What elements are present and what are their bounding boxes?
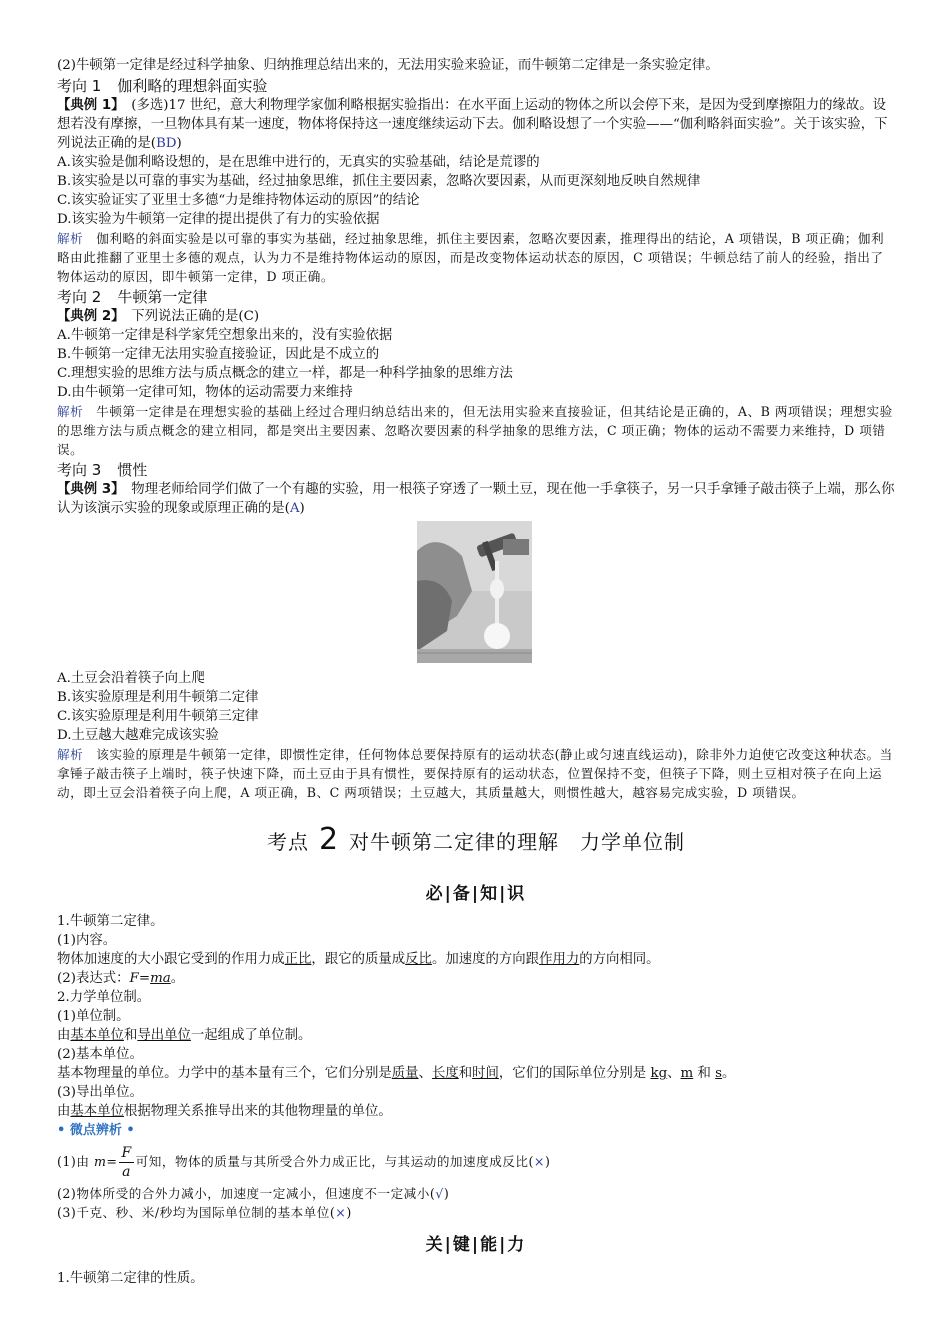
fraction-f-over-a <box>119 1144 133 1181</box>
intro-line: (2)牛顿第一定律是经过科学抽象、归纳推理总结出来的，无法用实验来验证，而牛顿第二定律是一条实验定律。 <box>57 58 719 73</box>
text: ，跟它的质量成 <box>311 952 406 967</box>
kaodian-number: 2 <box>318 822 340 857</box>
fraction-denominator: a <box>122 1164 131 1180</box>
blank-answer: m <box>680 1066 694 1081</box>
text: 物体加速度的大小跟它受到的作用力成 <box>57 952 285 967</box>
judgement-mark: × <box>335 1205 347 1220</box>
text: (3)千克、秒、米/秒均为国际单位制的基本单位( <box>57 1205 336 1220</box>
text: = <box>138 971 151 986</box>
example-3-stem-close: ) <box>299 501 305 516</box>
document-page <box>57 56 895 1288</box>
knowledge-line: 2.力学单位制。 <box>57 990 151 1005</box>
example-1-analysis <box>57 229 895 286</box>
judgement-mark: √ <box>435 1186 444 1201</box>
example-2-analysis <box>57 402 895 459</box>
blank-answer: 基本单位 <box>70 1104 124 1119</box>
analysis-label: 解析 <box>57 404 84 419</box>
example-1-answer: BD <box>155 136 177 151</box>
text: ，它们的国际单位分别是 <box>498 1066 651 1081</box>
direction-1-title: 伽利略的理想斜面实验 <box>117 77 268 95</box>
text: 。 <box>722 1066 736 1081</box>
section-key-ability-title: 关|键|能|力 <box>425 1235 527 1255</box>
example-3-option-d: D.土豆越大越难完成该实验 <box>57 728 219 743</box>
fraction-numerator: F <box>121 1145 132 1161</box>
judgement-mark: × <box>533 1154 545 1169</box>
blank-answer: 质量 <box>391 1066 419 1081</box>
example-2-tag: 【典例 2】 <box>57 309 118 324</box>
blank-answer: 长度 <box>431 1066 459 1081</box>
example-2-option-c: C.理想实验的思维方法与质点概念的建立一样，都是一种科学抽象的思维方法 <box>57 366 513 381</box>
text: (2)物体所受的合外力减小，加速度一定减小，但速度不一定减小( <box>57 1186 436 1201</box>
text: 和 <box>693 1066 716 1081</box>
knowledge-line: (3)导出单位。 <box>57 1085 143 1100</box>
direction-1-heading <box>57 76 895 96</box>
knowledge-line <box>57 1026 895 1045</box>
knowledge-line: (1)单位制。 <box>57 1009 130 1024</box>
micro-analysis-title: • 微点辨析 • <box>57 1123 135 1138</box>
formula-var: F <box>129 971 139 986</box>
direction-3-heading <box>57 460 895 480</box>
example-2-analysis-text: 牛顿第一定律是在理想实验的基础上经过合理归纳总结出来的，但无法用实验来直接验证，但其结论是正确的，A、B 两项错误；理想实验的思维方法与质点概念的建立相同，都是突出主要因素、忽略次要因素的科学抽象的思维方法，C 项正确；物体的运动不需要力来维持，D 项错误。 <box>57 404 893 457</box>
knowledge-line <box>57 1064 895 1083</box>
example-1-option-b: B.该实验是以可靠的事实为基础，经过抽象思维，抓住主要因素，忽略次要因素，从而更深刻地反映自然规律 <box>57 174 701 189</box>
example-3-answer: A <box>289 501 300 516</box>
text: 、 <box>667 1066 681 1081</box>
blank-answer: kg <box>650 1066 668 1081</box>
kaodian-prefix: 考点 <box>266 830 309 854</box>
example-3-tag: 【典例 3】 <box>57 482 118 497</box>
example-2-answer: C <box>243 309 254 324</box>
analysis-label: 解析 <box>57 747 84 762</box>
direction-2-heading <box>57 287 895 307</box>
direction-2-title: 牛顿第一定律 <box>117 288 208 306</box>
knowledge-line: (2)基本单位。 <box>57 1047 143 1062</box>
example-3-option-a: A.土豆会沿着筷子向上爬 <box>57 671 205 686</box>
example-1-stem-text: (多选)17 世纪，意大利物理学家伽利略根据实验指出：在水平面上运动的物体之所以会停下来，是因为受到摩擦阻力的缘故。设想若没有摩擦，一旦物体具有某一速度，物体将保持这一速度继续运动下去。伽利略设想了一个实验——“伽利略斜面实验”。关于该实验，下列说法正确的是( <box>57 98 888 151</box>
example-2-stem <box>57 307 895 326</box>
text: 和 <box>123 1028 138 1043</box>
last-line: 1.牛顿第二定律的性质。 <box>57 1271 204 1286</box>
blank-answer: 作用力 <box>539 952 580 967</box>
text: 。 <box>170 971 185 986</box>
knowledge-line <box>57 950 895 969</box>
text: 根据物理关系推导出来的其他物理量的单位。 <box>123 1104 392 1119</box>
micro-item-2 <box>57 1184 895 1203</box>
knowledge-line: (1)内容。 <box>57 933 117 948</box>
blank-answer: ma <box>150 971 171 986</box>
text: 。加速度的方向跟 <box>431 952 540 967</box>
example-2-stem-close: ) <box>253 309 260 324</box>
example-3-option-c: C.该实验原理是利用牛顿第三定律 <box>57 709 259 724</box>
example-1-option-c: C.该实验证实了亚里士多德“力是维持物体运动的原因”的结论 <box>57 193 420 208</box>
knowledge-line <box>57 969 895 988</box>
example-2-option-d: D.由牛顿第一定律可知，物体的运动需要力来维持 <box>57 385 353 400</box>
example-3-stem-text: 物理老师给同学们做了一个有趣的实验，用一根筷子穿透了一颗土豆，现在他一手拿筷子，另一只手拿锤子敲击筷子上端，那么你认为该演示实验的现象或原理正确的是( <box>57 482 895 516</box>
example-3-analysis <box>57 745 895 802</box>
example-3-stem <box>57 480 895 518</box>
example-1-analysis-text: 伽利略的斜面实验是以可靠的事实为基础，经过抽象思维，抓住主要因素，忽略次要因素，推理得出的结论，A 项错误，B 项正确；伽利略由此推翻了亚里士多德的观点，认为力不是维持物体运动的原因，而是改变物体运动状态的原因，C 项错误；牛顿总结了前人的经验，指出了物体运动的原因，即牛顿第一定律，D 项正确。 <box>57 231 885 284</box>
example-1-stem <box>57 96 895 153</box>
kaodian-title <box>57 822 895 857</box>
text: 一起组成了单位制。 <box>190 1028 312 1043</box>
direction-2-number: 考向 2 <box>57 288 102 306</box>
text: 和 <box>458 1066 473 1081</box>
example-2-option-b: B.牛顿第一定律无法用实验直接验证，因此是不成立的 <box>57 347 380 362</box>
formula-var: m <box>93 1154 107 1169</box>
text: (1)由 <box>57 1154 94 1169</box>
text: 基本物理量的单位。力学中的基本量有三个，它们分别是 <box>57 1066 392 1081</box>
hammer-chopstick-potato-photo <box>417 521 532 663</box>
blank-answer: 反比 <box>405 952 432 967</box>
example-3-option-b: B.该实验原理是利用牛顿第二定律 <box>57 690 259 705</box>
blank-answer: 时间 <box>472 1066 499 1081</box>
micro-item-1 <box>57 1140 895 1184</box>
direction-3-title: 惯性 <box>117 461 148 479</box>
example-1-stem-close: ) <box>176 136 182 151</box>
kaodian-title-text: 对牛顿第二定律的理解 力学单位制 <box>349 830 686 854</box>
example-2-stem-text: 下列说法正确的是( <box>131 309 244 324</box>
blank-answer: 导出单位 <box>137 1028 191 1043</box>
text: 由 <box>57 1104 71 1119</box>
blank-answer: s <box>715 1066 723 1081</box>
text: 、 <box>418 1066 432 1081</box>
text: ) <box>346 1205 352 1220</box>
example-1-option-a: A.该实验是伽利略设想的，是在思维中进行的，无真实的实验基础，结论是荒谬的 <box>57 155 540 170</box>
direction-3-number: 考向 3 <box>57 461 102 479</box>
example-2-option-a: A.牛顿第一定律是科学家凭空想象出来的，没有实验依据 <box>57 328 393 343</box>
text: ) <box>544 1154 551 1169</box>
micro-item-3 <box>57 1203 895 1222</box>
text: = <box>106 1154 118 1169</box>
text: 可知，物体的质量与其所受合外力成正比，与其运动的加速度成反比( <box>135 1154 534 1169</box>
example-1-option-d: D.该实验为牛顿第一定律的提出提供了有力的实验依据 <box>57 212 380 227</box>
example-3-analysis-text: 该实验的原理是牛顿第一定律，即惯性定律，任何物体总要保持原有的运动状态(静止或匀速直线运动)，除非外力迫使它改变这种状态。当拿锤子敲击筷子上端时，筷子快速下降，而土豆由于具有惯性，要保持原有的运动状态，位置保持不变，但筷子下降，则土豆相对筷子在向上运动，即土豆会沿着筷子向上爬，A 项正确，B、C 两项错误；土豆越大，其质量越大，则惯性越大，越容易完成实验，D 项错误。 <box>57 747 893 800</box>
text: 由 <box>57 1028 71 1043</box>
analysis-label: 解析 <box>57 231 84 246</box>
blank-answer: 基本单位 <box>70 1028 124 1043</box>
text: (2)表达式： <box>57 971 130 986</box>
text: ) <box>443 1186 450 1201</box>
knowledge-line <box>57 1102 895 1121</box>
section-essential-knowledge-title: 必|备|知|识 <box>425 884 527 904</box>
knowledge-line: 1.牛顿第二定律。 <box>57 914 164 929</box>
blank-answer: 正比 <box>284 952 312 967</box>
direction-1-number: 考向 1 <box>57 77 102 95</box>
text: 的方向相同。 <box>579 952 660 967</box>
example-1-tag: 【典例 1】 <box>57 98 118 113</box>
